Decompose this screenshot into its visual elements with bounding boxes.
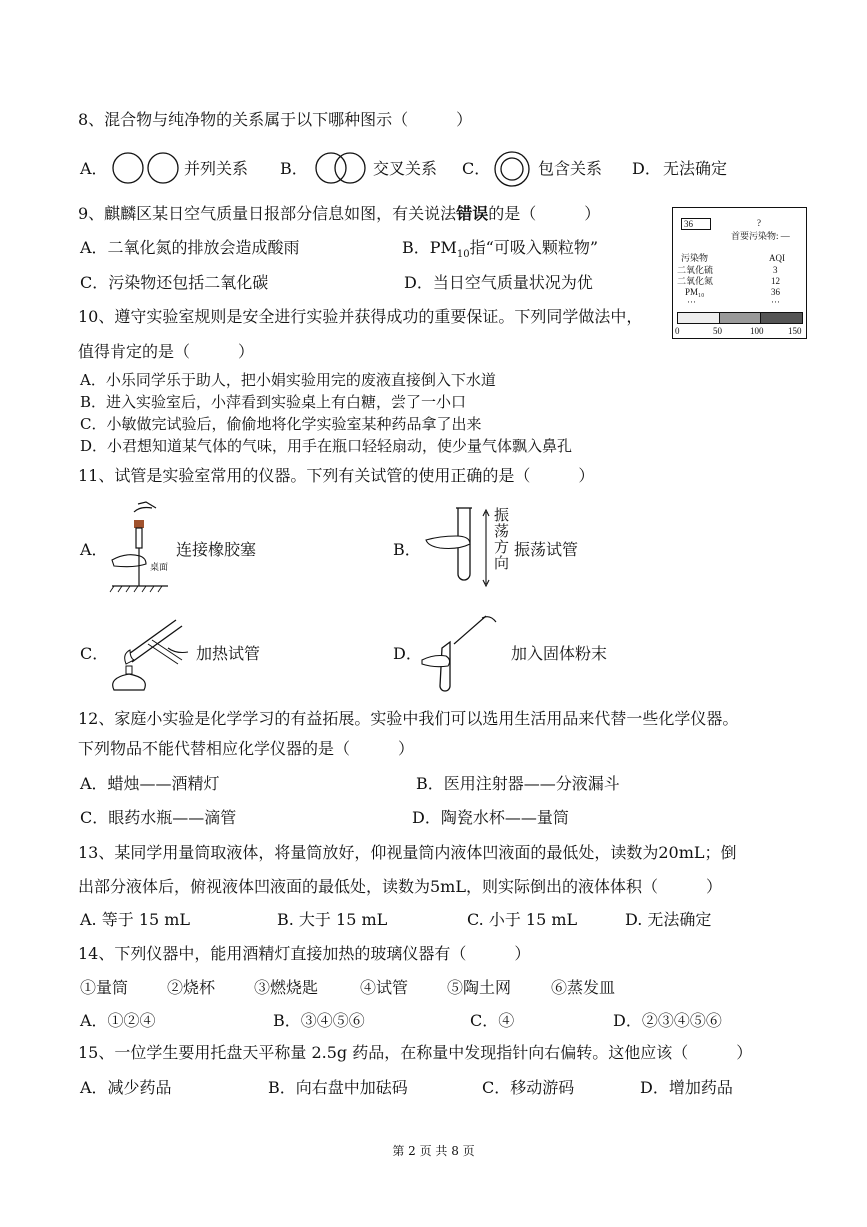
q15-option-c: C．移动游码	[482, 1078, 575, 1097]
scale-tick: 0	[675, 326, 680, 336]
q11-option-d-letter: D．	[393, 644, 422, 663]
row-name: 二氧化氮	[677, 276, 714, 286]
q8-stem: 8、混合物与纯净物的关系属于以下哪种图示（ ）	[78, 110, 473, 129]
q10-option-c: C．小敏做完试验后，偷偷地将化学实验室某种药品拿了出来	[80, 415, 482, 433]
q10-option-a: A．小乐同学乐于助人，把小娟实验用完的废液直接倒入下水道	[80, 371, 496, 389]
adding-powder-illustration	[420, 608, 498, 692]
q10-option-b: B．进入实验室后，小萍看到实验桌上有白糖，尝了一小口	[80, 393, 467, 411]
q14-option-a: A．①②④	[80, 1011, 156, 1030]
q11-option-b-letter: B．	[393, 540, 421, 559]
q14-item: ②烧杯	[167, 978, 216, 997]
q13-stem-line2: 出部分液体后，俯视液体凹液面的最低处，读数为5mL，则实际倒出的液体体积（ ）	[78, 877, 722, 896]
scale-tick: 150	[788, 326, 802, 336]
q8-option-c-letter: C．	[462, 159, 491, 178]
q13-option-c: C. 小于 15 mL	[467, 910, 578, 929]
scale-tick: 100	[750, 326, 764, 336]
stopper-insertion-illustration	[108, 500, 170, 600]
q9-option-a: A．二氧化氮的排放会造成酸雨	[80, 238, 300, 257]
q10-option-d: D．小君想知道某气体的气味，用手在瓶口轻轻扇动，使少量气体飘入鼻孔	[80, 437, 573, 455]
q12-option-b: B．医用注射器——分液漏斗	[416, 774, 620, 793]
question-mark: ?	[757, 218, 761, 228]
q9-option-d: D．当日空气质量状况为优	[404, 273, 593, 292]
parallel-circles-icon	[112, 150, 182, 186]
q14-item: ⑤陶土网	[447, 978, 512, 997]
q8-option-c-text: 包含关系	[538, 159, 603, 178]
q14-option-c: C．④	[470, 1011, 515, 1030]
q14-item: ⑥蒸发皿	[551, 978, 616, 997]
q11-option-b-text: 振荡试管	[514, 540, 579, 559]
q8-option-b-text: 交叉关系	[373, 159, 438, 178]
q14-item: ①量筒	[80, 978, 129, 997]
scale-tick: 50	[713, 326, 722, 336]
table-surface-label: 桌面	[150, 562, 169, 572]
row-aqi: 12	[771, 276, 780, 286]
heating-test-tube-illustration	[106, 610, 192, 694]
row-name: ···	[687, 297, 696, 307]
page-footer: 第 2 页 共 8 页	[392, 1144, 475, 1158]
q14-item: ④试管	[360, 978, 409, 997]
q9-option-c: C．污染物还包括二氧化碳	[80, 273, 269, 292]
q10-stem-line1: 10、遵守实验室规则是安全进行实验并获得成功的重要保证。下列同学做法中，	[78, 307, 643, 326]
row-name: PM₁₀	[685, 287, 705, 297]
shake-direction-label: 振荡方向	[494, 506, 510, 572]
q9-option-b: B．$PM_{10}$指“可吸入颗粒物”	[402, 238, 599, 261]
aqi-value: 36	[681, 218, 711, 230]
q12-option-a: A．蜡烛——酒精灯	[80, 774, 220, 793]
q14-option-b: B．③④⑤⑥	[273, 1011, 365, 1030]
q13-option-d: D. 无法确定	[625, 910, 712, 929]
q15-option-a: A．减少药品	[80, 1078, 172, 1097]
q12-option-d: D．陶瓷水杯——量筒	[412, 808, 569, 827]
q13-stem-line1: 13、某同学用量筒取液体，将量筒放好，仰视量筒内液体凹液面的最低处，读数为20mL；倒	[78, 843, 737, 862]
q8-option-d-text: 无法确定	[663, 159, 728, 178]
nested-circles-icon	[493, 150, 533, 188]
col-pollutant: 污染物	[681, 253, 709, 263]
intersecting-circles-icon	[314, 150, 370, 186]
q8-option-b-letter: B．	[280, 159, 308, 178]
primary-pollutant: 首要污染物: —	[731, 231, 790, 241]
row-aqi: 3	[773, 265, 778, 275]
q11-option-a-letter: A．	[80, 540, 108, 559]
q10-stem-line2: 值得肯定的是（ ）	[78, 342, 255, 361]
shaking-test-tube-illustration	[420, 504, 486, 590]
col-aqi: AQI	[769, 253, 785, 263]
row-aqi: 36	[771, 287, 780, 297]
q13-option-a: A. 等于 15 mL	[80, 910, 191, 929]
q15-option-d: D．增加药品	[640, 1078, 733, 1097]
q15-option-b: B．向右盘中加砝码	[268, 1078, 408, 1097]
q11-option-c-letter: C．	[80, 644, 109, 663]
q8-option-a-text: 并列关系	[184, 159, 249, 178]
q11-stem: 11、试管是实验室常用的仪器。下列有关试管的使用正确的是（ ）	[78, 466, 595, 485]
q12-option-c: C．眼药水瓶——滴管	[80, 808, 237, 827]
q11-option-c-text: 加热试管	[196, 644, 261, 663]
air-quality-report	[672, 207, 807, 339]
aqi-scale-bar	[677, 312, 803, 324]
q14-stem: 14、下列仪器中，能用酒精灯直接加热的玻璃仪器有（ ）	[78, 944, 531, 963]
q8-option-a-letter: A．	[80, 159, 108, 178]
row-aqi: ···	[771, 297, 780, 307]
q15-stem: 15、一位学生要用托盘天平称量 2.5g 药品，在称量中发现指针向右偏转。这他应该（ ）	[78, 1043, 753, 1062]
q14-option-d: D．②③④⑤⑥	[613, 1011, 722, 1030]
q13-option-b: B. 大于 15 mL	[277, 910, 388, 929]
q12-stem-line1: 12、家庭小实验是化学学习的有益拓展。实验中我们可以选用生活用品来代替一些化学仪器。	[78, 709, 739, 728]
q14-item: ③燃烧匙	[254, 978, 319, 997]
q11-option-a-text: 连接橡胶塞	[176, 540, 257, 559]
q8-option-d-letter: D．	[632, 159, 661, 178]
q9-stem: 9、麒麟区某日空气质量日报部分信息如图，有关说法错误的是（ ）	[78, 204, 601, 223]
q12-stem-line2: 下列物品不能代替相应化学仪器的是（ ）	[78, 739, 415, 758]
q11-option-d-text: 加入固体粉末	[511, 644, 608, 663]
row-name: 二氧化硫	[677, 265, 714, 275]
